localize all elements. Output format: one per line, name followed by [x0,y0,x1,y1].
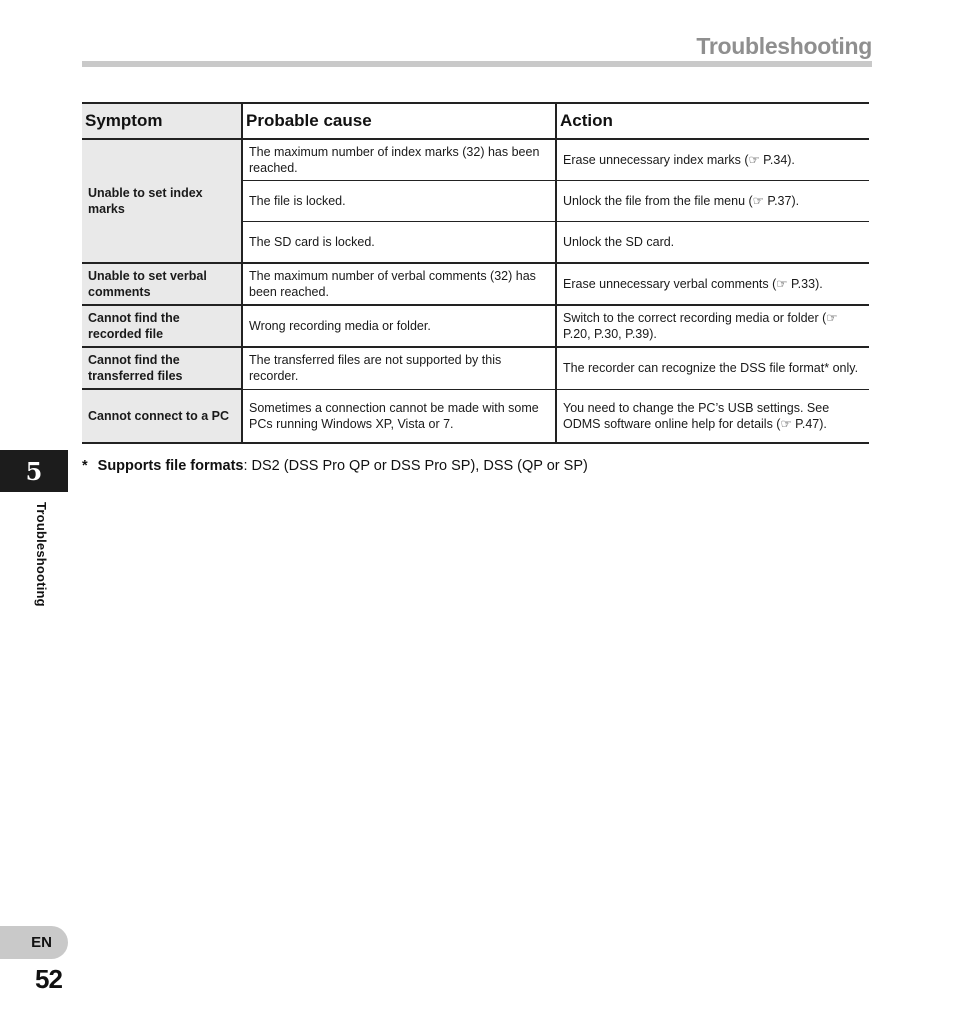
symptom-cell: Cannot find the recorded file [82,305,242,347]
symptom-cell: Unable to set index marks [82,139,242,263]
table-row [82,347,869,389]
chapter-number-tab: 5 [0,450,68,492]
symptom-cell: Cannot connect to a PC [82,389,242,443]
action-cell: Unlock the SD card. [556,222,869,264]
table-row [82,139,869,181]
table-row [82,389,869,443]
action-cell: Switch to the correct recording media or folder (☞ P.20, P.30, P.39). [556,305,869,347]
symptom-cell: Unable to set verbal comments [82,263,242,305]
column-header-probable-cause: Probable cause [242,103,556,139]
column-header-action: Action [556,103,869,139]
cause-cell: The transferred files are not supported by this recorder. [242,347,556,389]
page-number: 52 [35,964,62,994]
language-badge: EN [0,926,68,959]
action-cell: Erase unnecessary verbal comments (☞ P.33). [556,263,869,305]
table-row [82,305,869,347]
cause-cell: The SD card is locked. [242,222,556,264]
column-header-symptom: Symptom [82,103,242,139]
footnote-marker: * [82,458,88,474]
action-cell: The recorder can recognize the DSS file format* only. [556,347,869,389]
cause-cell: The file is locked. [242,181,556,222]
action-cell: Unlock the file from the file menu (☞ P.37). [556,181,869,222]
table-header-row [82,103,869,139]
footnote-label: Supports file formats [97,458,244,474]
action-cell: You need to change the PC’s USB settings. See ODMS software online help for details (☞ P.47). [556,389,869,443]
footnote-text: : DS2 (DSS Pro QP or DSS Pro SP), DSS (QP or SP) [243,458,588,474]
cause-cell: Wrong recording media or folder. [242,305,556,347]
cause-cell: The maximum number of verbal comments (32) has been reached. [242,263,556,305]
page-header-title: Troubleshooting [696,33,872,59]
footnote [82,458,588,474]
header-rule [82,61,872,67]
symptom-cell: Cannot find the transferred files [82,347,242,389]
cause-cell: The maximum number of index marks (32) has been reached. [242,139,556,181]
action-cell: Erase unnecessary index marks (☞ P.34). [556,139,869,181]
chapter-side-title: Troubleshooting [34,502,49,607]
troubleshooting-table [82,102,869,444]
cause-cell: Sometimes a connection cannot be made with some PCs running Windows XP, Vista or 7. [242,389,556,443]
table-row [82,263,869,305]
